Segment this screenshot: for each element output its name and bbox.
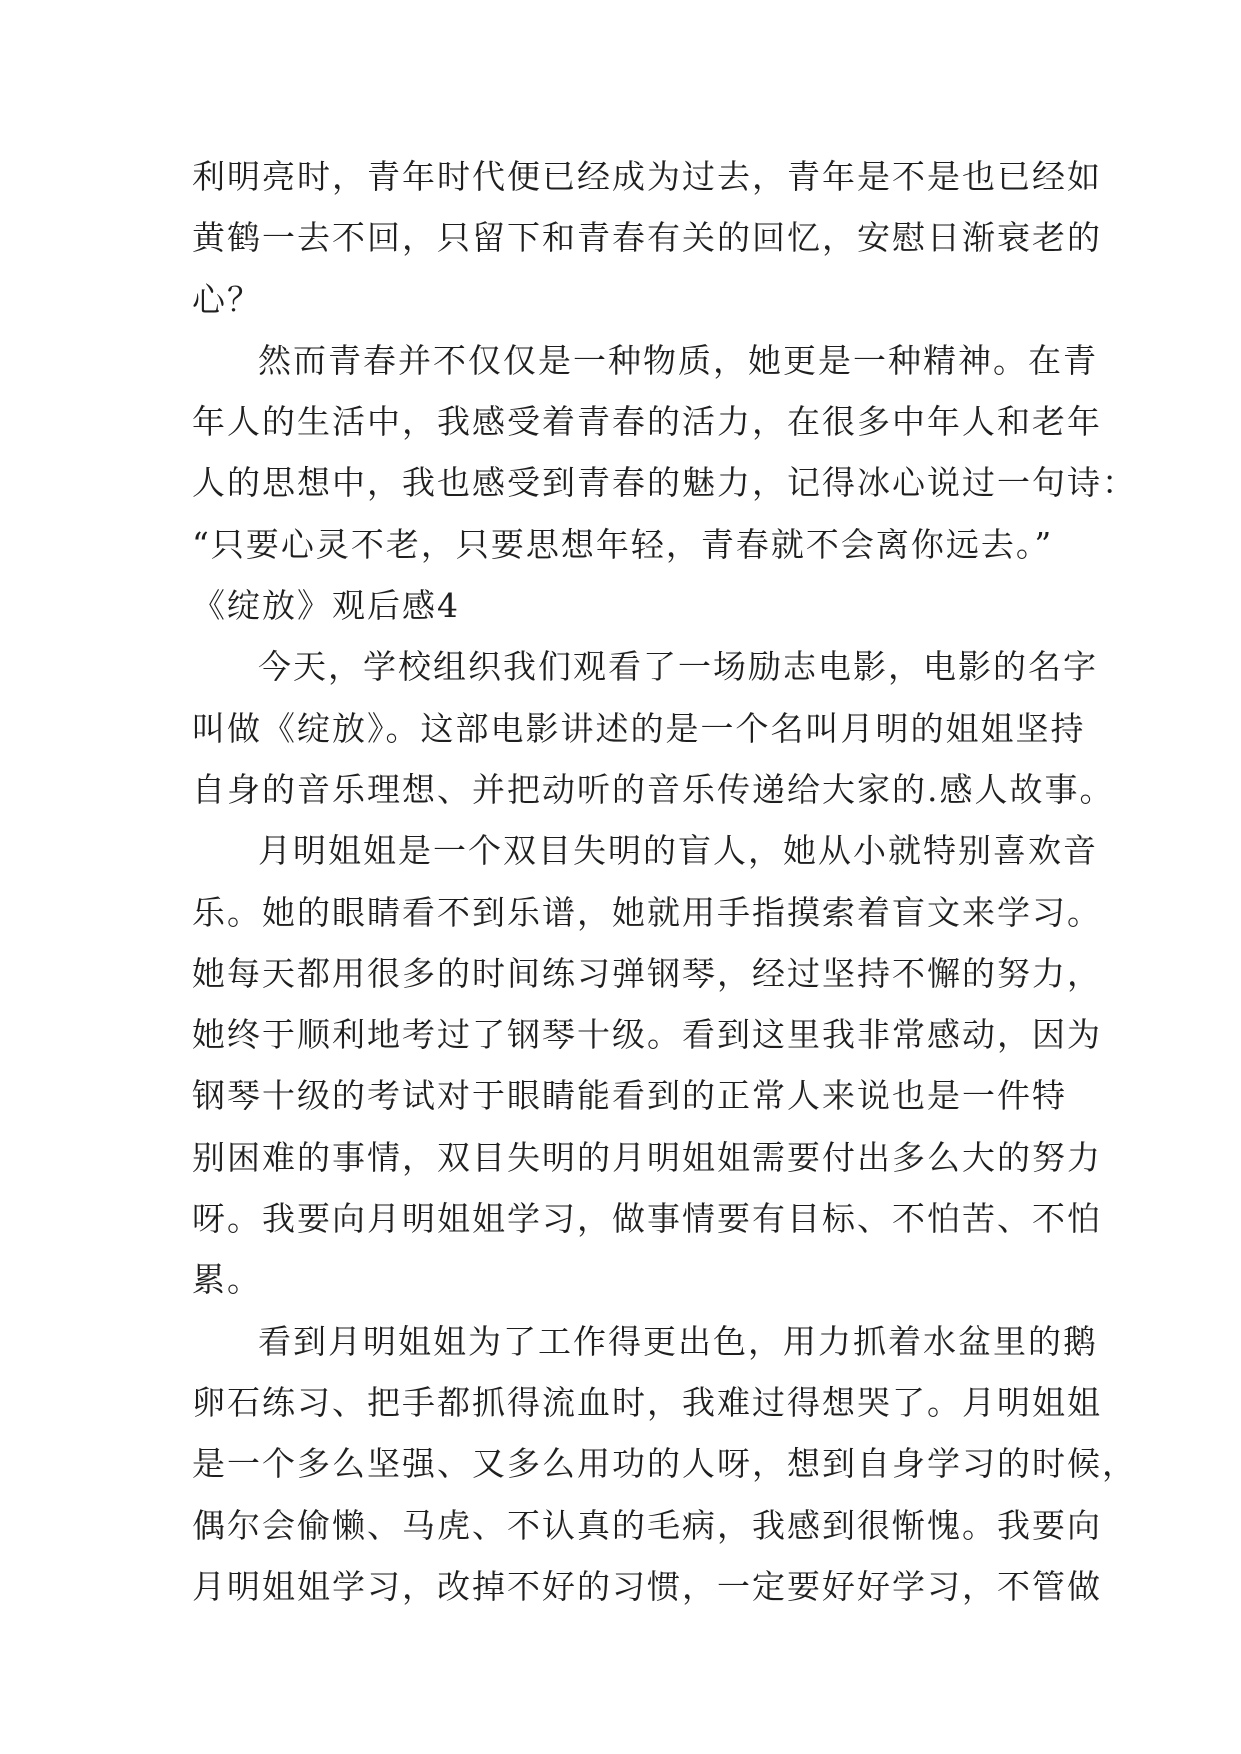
text-line: 乐。她的眼睛看不到乐谱，她就用手指摸索着盲文来学习。 <box>192 892 1102 932</box>
text-line: 她每天都用很多的时间练习弹钢琴，经过坚持不懈的努力， <box>192 953 1102 993</box>
text-line: 月明姐姐是一个双目失明的盲人，她从小就特别喜欢音 <box>258 831 1098 871</box>
text-line: 心？ <box>192 279 262 319</box>
text-line: 月明姐姐学习，改掉不好的习惯，一定要好好学习，不管做 <box>192 1566 1102 1606</box>
text-line: “只要心灵不老，只要思想年轻，青春就不会离你远去。” <box>192 524 1054 564</box>
text-line: 自身的音乐理想、并把动听的音乐传递给大家的.感人故事。 <box>192 769 1115 809</box>
text-line: 然而青春并不仅仅是一种物质，她更是一种精神。在青 <box>258 340 1098 380</box>
document-body-text <box>192 146 1137 1617</box>
text-line: 她终于顺利地考过了钢琴十级。看到这里我非常感动，因为 <box>192 1015 1102 1055</box>
text-line: 人的思想中，我也感受到青春的魅力，记得冰心说过一句诗： <box>192 463 1137 503</box>
text-line: 今天，学校组织我们观看了一场励志电影，电影的名字 <box>258 647 1098 687</box>
text-line: 别困难的事情，双目失明的月明姐姐需要付出多么大的努力 <box>192 1137 1102 1177</box>
text-line: 利明亮时，青年时代便已经成为过去，青年是不是也已经如 <box>192 157 1102 196</box>
text-line: 看到月明姐姐为了工作得更出色，用力抓着水盆里的鹅 <box>258 1321 1098 1361</box>
text-line: 偶尔会偷懒、马虎、不认真的毛病，我感到很惭愧。我要向 <box>192 1505 1102 1545</box>
text-line: 年人的生活中，我感受着青春的活力，在很多中年人和老年 <box>192 402 1102 442</box>
text-line: 钢琴十级的考试对于眼睛能看到的正常人来说也是一件特 <box>192 1076 1067 1116</box>
text-line: 累。 <box>192 1260 262 1300</box>
text-line: 叫做《绽放》。这部电影讲述的是一个名叫月明的姐姐坚持 <box>192 708 1086 748</box>
text-line: 卵石练习、把手都抓得流血时，我难过得想哭了。月明姐姐 <box>192 1382 1102 1422</box>
text-line: 呀。我要向月明姐姐学习，做事情要有目标、不怕苦、不怕 <box>192 1199 1102 1239</box>
text-line: 《绽放》观后感4 <box>192 586 460 626</box>
text-line: 是一个多么坚强、又多么用功的人呀，想到自身学习的时候， <box>192 1444 1137 1484</box>
text-line: 黄鹤一去不回，只留下和青春有关的回忆，安慰日渐衰老的 <box>192 218 1102 258</box>
